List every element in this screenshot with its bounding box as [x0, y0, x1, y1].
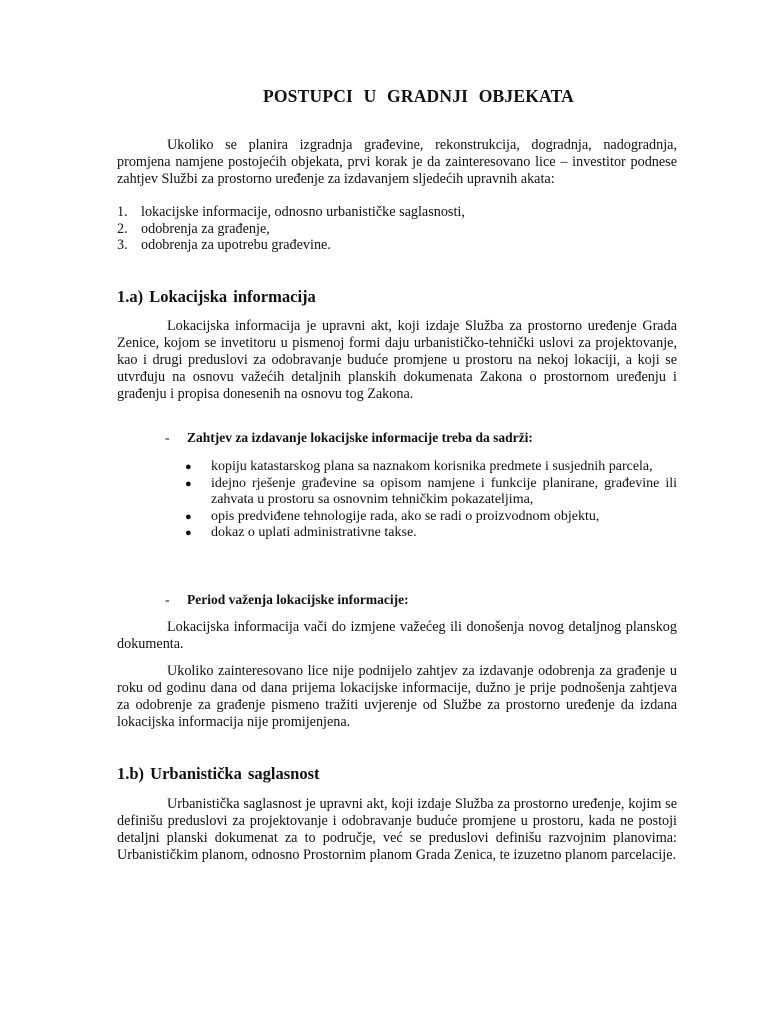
page-title: POSTUPCI U GRADNJI OBJEKATA [262, 86, 575, 106]
request-bullet-list [117, 459, 677, 542]
list-number: 3. [117, 237, 128, 253]
bullet-icon: ● [185, 527, 192, 539]
section-a-heading: 1.a) Lokacijska informacija [117, 287, 316, 306]
bullet-icon: ● [185, 510, 192, 523]
dash-marker: - [165, 592, 170, 607]
request-heading-text: Zahtjev za izdavanje lokacijske informacije treba da sadrži: [187, 430, 533, 445]
section-b-heading: 1.b) Urbanistička saglasnost [117, 764, 320, 783]
bullet-text: kopiju katastarskog plana sa naznakom korisnika predmete i susjednih parcela, [211, 459, 653, 474]
list-item [117, 204, 677, 221]
intro-paragraph: Ukoliko se planira izgradnja građevine, rekonstrukcija, dogradnja, nadogradnja, promjena namjene postojećih objekata, prvi korak je da zainteresovano lice – investitor podnese zahtjev Službi za prostorno uređenje za izdavanjem sljedećih upravnih akata: [117, 137, 677, 187]
validity-paragraph-1: Lokacijska informacija vači do izmjene važećeg ili donošenja novog detaljnog planskog dokumenta. [117, 619, 677, 652]
bullet-icon: ● [185, 461, 192, 473]
acts-list [117, 204, 677, 254]
bullet-text: idejno rješenje građevine sa opisom namjene i funkcije planirane, građevine ili zahvata u prostoru sa osnovnim tehničkim pokazateljima, [211, 475, 677, 507]
list-item [117, 509, 677, 526]
section-a-paragraph: Lokacijska informacija je upravni akt, koji izdaje Služba za prostorno uređenje Grada Zenice, kojom se invetitoru u pismenoj formi daju urbanističko-tehnički uslovi za projektovanje, kao i drugi preduslovi za odobravanje buduće promjene u prostoru na nekoj lokaciji, a koji se utvrđuju na osnovu važećih detaljnih planskih dokumenata Zakona o prostornom uređenju i građenju i propisa donesenih na osnovu tog Zakona. [117, 318, 677, 402]
bullet-text: dokaz o uplati administrativne takse. [211, 525, 417, 540]
bullet-text: opis predviđene tehnologije rada, ako se radi o proizvodnom objektu, [211, 508, 600, 524]
dash-marker: - [165, 430, 170, 445]
bullet-icon: ● [185, 477, 192, 490]
list-text: odobrenja za građenje, [141, 220, 270, 237]
list-text: lokacijske informacije, odnosno urbanističke saglasnosti, [141, 204, 465, 220]
validity-paragraph-2: Ukoliko zainteresovano lice nije podnijelo zahtjev za izdavanje odobrenja za građenje u roku od godinu dana od dana prijema lokacijske informacije, dužno je prije podnošenja zahtjeva za odobrenje za građenje pismeno tražiti uvjerenje od Službe za prostorno uređenje da izdana lokacijska informacija nije promijenjena. [117, 663, 677, 730]
list-item [117, 221, 677, 238]
list-item [117, 237, 677, 254]
list-item [117, 459, 677, 476]
section-b-paragraph: Urbanistička saglasnost je upravni akt, koji izdaje Služba za prostorno uređenje, kojim se definišu preduslovi za projektovanje i odobravanje buduće promjene u prostoru, kada ne postoji detaljni planski dokumenat za to područje, već se preduslovi definišu razvojnim planovima: Urbanističkim planom, odnosno Prostornim planom Grada Zenica, te izuzetno planom parcelacije. [117, 796, 677, 863]
list-item [117, 476, 677, 509]
list-number: 2. [117, 220, 128, 237]
validity-heading-text: Period važenja lokacijske informacije: [187, 592, 409, 607]
validity-heading [117, 592, 677, 608]
list-item [117, 525, 677, 542]
request-heading [117, 430, 677, 446]
list-text: odobrenja za upotrebu građevine. [141, 237, 331, 253]
list-number: 1. [117, 204, 128, 220]
